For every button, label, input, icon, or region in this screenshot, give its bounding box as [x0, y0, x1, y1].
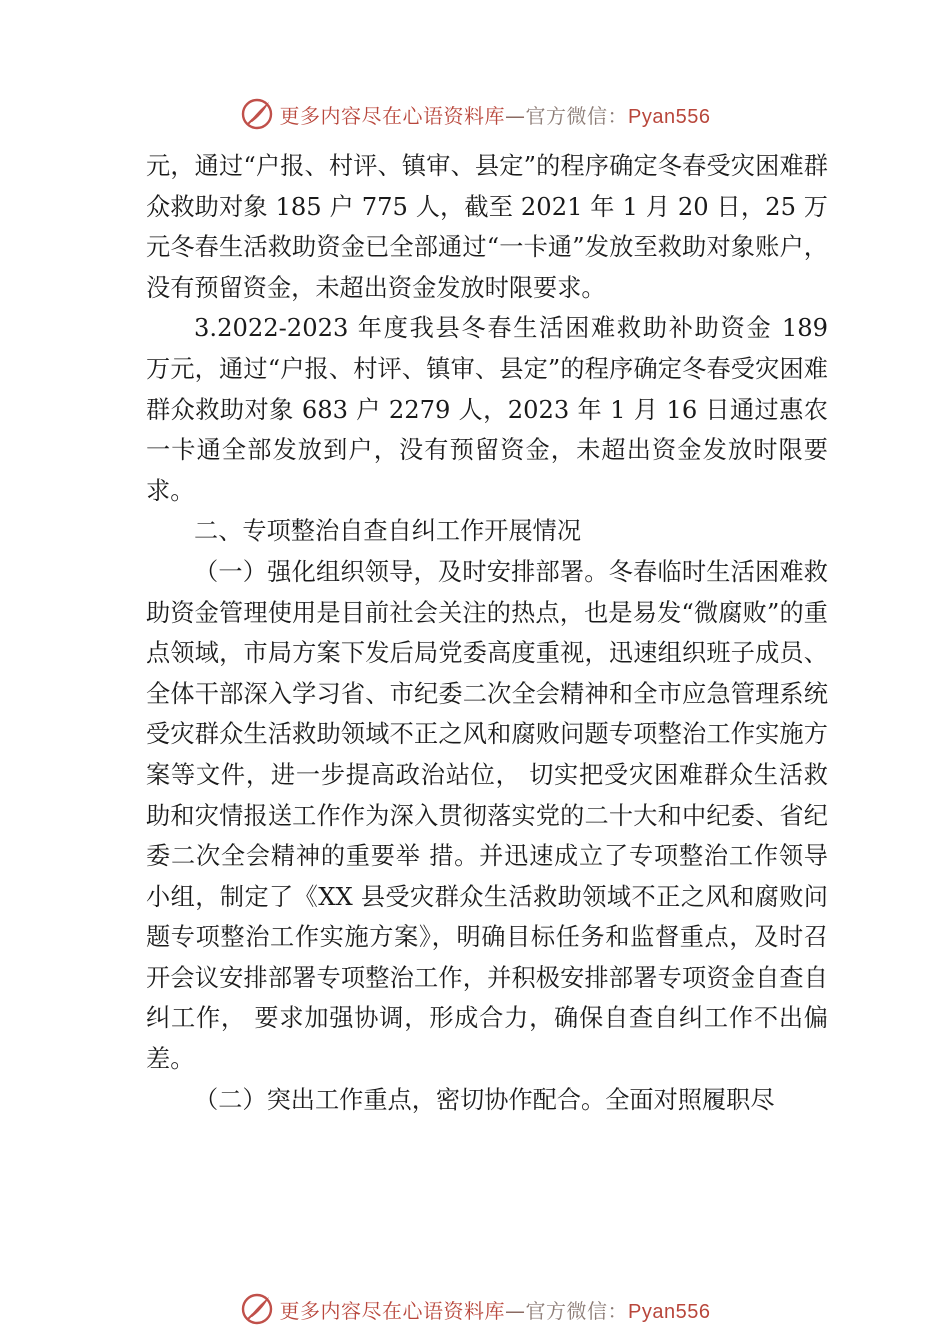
quill-logo-icon [240, 97, 274, 131]
footer-separator: — [505, 1298, 526, 1323]
footer-banner-text [280, 1295, 711, 1324]
footer-brand: 更多内容尽在心语资料库 [279, 1298, 506, 1323]
paragraph-subsection-1: （一）强化组织领导，及时安排部署。冬春临时生活困难救助资金管理使用是目前社会关注的热点，也是易发“微腐败”的重点领域，市局方案下发后局党委高度重视，迅速组织班子成员、全体干部深入学习省、市纪委二次全会精神和全市应急管理系统受灾群众生活救助领域不正之风和腐败问题专项整治工作实施方案等文件，进一步提高政治站位， 切实把受灾困难群众生活救助和灾情报送工作作为深入贯彻落实党的二十大和中纪委、省纪委二次全会精神的重要举 措。并迅速成立了专项整治工作领导小组，制定了《XX 县受灾群众生活救助领域不正之风和腐败问题专项整治工作实施方案》，明确目标任务和监督重点，及时召开会议安排部署专项整治工作，并积极安排部署专项资金自查自纠工作， 要求加强协调，形成合力，确保自查自纠工作不出偏差。 [146, 557, 828, 1074]
header-wechat-id: Pyan556 [628, 105, 711, 128]
footer-banner [0, 1289, 950, 1329]
footer-wechat-id: Pyan556 [628, 1300, 711, 1323]
header-separator: — [505, 103, 526, 128]
header-brand: 更多内容尽在心语资料库 [279, 103, 506, 128]
document-body [146, 146, 828, 1120]
footer-wechat-label: 官方微信： [525, 1298, 629, 1323]
paragraph-continuation: 元，通过“户报、村评、镇审、县定”的程序确定冬春受灾困难群众救助对象 185 户 775 人，截至 2021 年 1 月 20 日，25 万元冬春生活救助资金已全部通过“一卡通”发放至救助对象账户，没有预留资金，未超出资金发放时限要求。 [146, 152, 828, 302]
header-banner-text [280, 100, 711, 129]
header-wechat-label: 官方微信： [525, 103, 629, 128]
header-banner [0, 94, 950, 134]
paragraph-item-3: 3.2022-2023 年度我县冬春生活困难救助补助资金 189 万元，通过“户报、村评、镇审、县定”的程序确定冬春受灾困难群众救助对象 683 户 2279 人，2023 年 1 月 16 日通过惠农一卡通全部发放到户，没有预留资金，未超出资金发放时限要求。 [146, 314, 828, 505]
paragraph-subsection-2: （二）突出工作重点，密切协作配合。全面对照履职尽 [194, 1085, 775, 1114]
section-heading-2: 二、专项整治自查自纠工作开展情况 [194, 517, 582, 546]
quill-logo-icon [240, 1292, 274, 1326]
